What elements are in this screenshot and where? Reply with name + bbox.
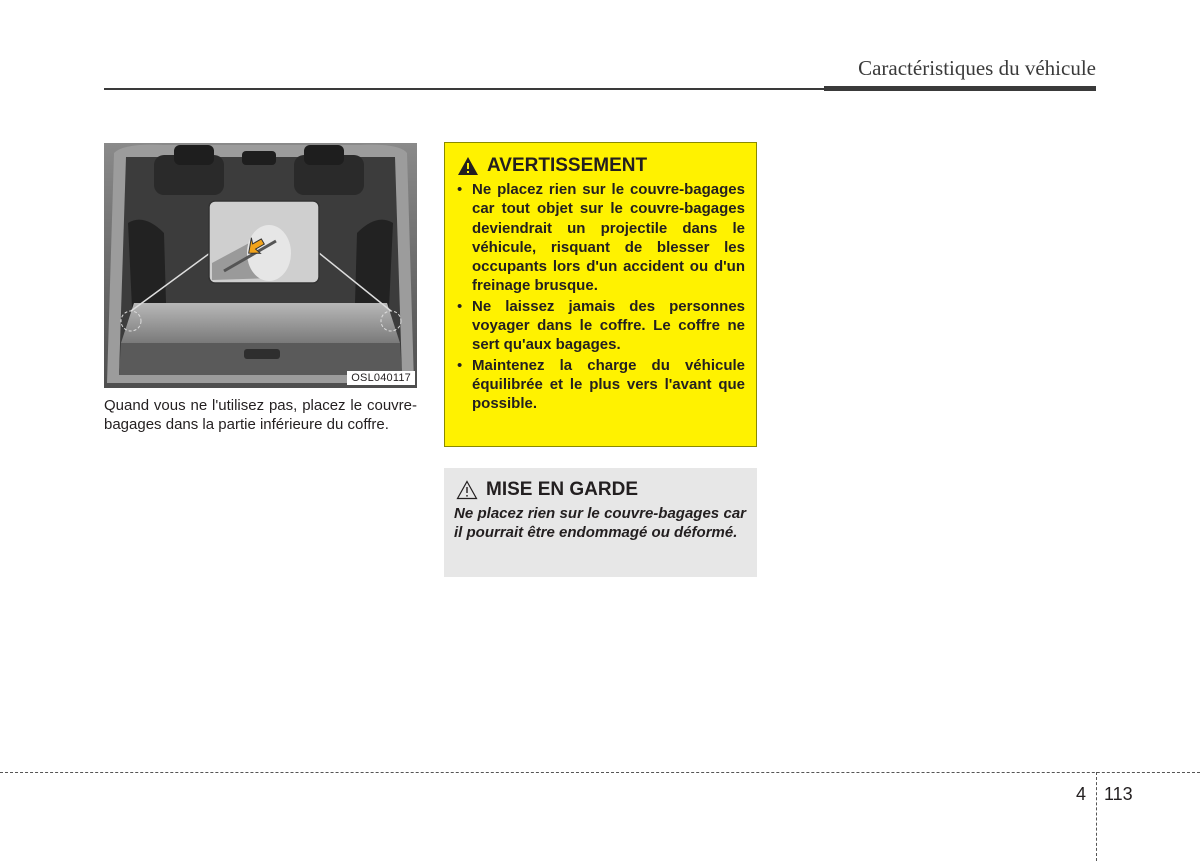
page-number: 113 bbox=[1104, 784, 1133, 804]
caution-heading bbox=[456, 479, 746, 501]
chapter-number: 4 bbox=[1076, 784, 1087, 804]
warning-list bbox=[455, 180, 745, 414]
footer-divider bbox=[1096, 772, 1097, 861]
warning-title: AVERTISSEMENT bbox=[487, 155, 648, 176]
trunk-illustration bbox=[104, 143, 417, 388]
warning-triangle-outline-icon bbox=[456, 480, 478, 500]
body-paragraph: Quand vous ne l'utilisez pas, placez le couvre-bagages dans la partie inférieure du coffre. bbox=[104, 397, 417, 433]
footer-rule bbox=[0, 772, 1200, 773]
warning-item: • Ne laissez jamais des personnes voyager dans le coffre. Le coffre ne sert qu'aux bagages. bbox=[455, 297, 745, 355]
figure-code: OSL040117 bbox=[347, 371, 415, 385]
page-header-title: Caractéristiques du véhicule bbox=[858, 56, 1096, 80]
warning-box bbox=[444, 142, 757, 447]
warning-heading bbox=[457, 155, 745, 177]
caution-box bbox=[444, 468, 757, 577]
warning-item: • Maintenez la charge du véhicule équilibrée et le plus vers l'avant que possible. bbox=[455, 356, 745, 414]
header-rule-accent bbox=[824, 86, 1096, 91]
cargo-area-photo bbox=[104, 143, 417, 388]
warning-item: • Ne placez rien sur le couvre-bagages car tout objet sur le couvre-bagages deviendrait un projectile dans le véhicule, risquant de blesser les occupants lors d'un accident ou d'un freinage brusque. bbox=[455, 180, 745, 296]
caution-text: Ne placez rien sur le couvre-bagages car il pourrait être endommagé ou déformé. bbox=[454, 505, 746, 541]
warning-triangle-filled-icon bbox=[457, 156, 479, 176]
caution-title: MISE EN GARDE bbox=[486, 479, 639, 500]
